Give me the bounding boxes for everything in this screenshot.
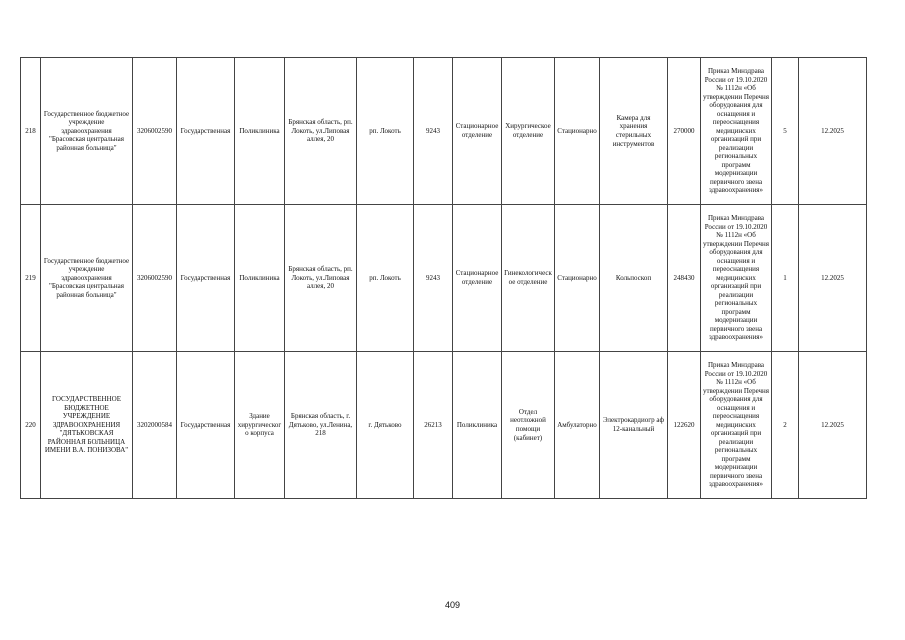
organization-name: Государственное бюджетное учреждение здравоохранения "Брасовская центральная районная больница" — [41, 58, 133, 205]
population: 9243 — [414, 205, 453, 352]
department-type: Поликлиника — [453, 352, 502, 499]
page-number: 409 — [444, 600, 461, 610]
inn-code: 3206002590 — [133, 58, 177, 205]
table-row — [21, 352, 867, 499]
care-form: Стационарно — [555, 205, 600, 352]
locality: рп. Локоть — [357, 205, 414, 352]
ownership-type: Государственная — [177, 352, 235, 499]
department-type: Стационарное отделение — [453, 205, 502, 352]
address: Брянская область, г. Дятьково, ул.Ленина, 218 — [285, 352, 357, 499]
quantity: 5 — [772, 58, 799, 205]
organization-name: Государственное бюджетное учреждение здравоохранения "Брасовская центральная районная больница" — [41, 205, 133, 352]
department-name: Гинекологическое отделение — [502, 205, 555, 352]
care-form: Амбулаторно — [555, 352, 600, 499]
population: 26213 — [414, 352, 453, 499]
department-name: Хирургическое отделение — [502, 58, 555, 205]
delivery-date: 12.2025 — [799, 58, 867, 205]
price: 270000 — [668, 58, 701, 205]
care-form: Стационарно — [555, 58, 600, 205]
quantity: 2 — [772, 352, 799, 499]
equipment-name: Камера для хранения стерильных инструментов — [600, 58, 668, 205]
legal-basis: Приказ Минздрава России от 19.10.2020 № 1112н «Об утверждении Перечня оборудования для оснащения и переоснащения медицинских организаций при реализации региональных программ модернизации первичного звена здравоохранения» — [701, 205, 772, 352]
row-number: 220 — [21, 352, 41, 499]
locality: г. Дятьково — [357, 352, 414, 499]
locality: рп. Локоть — [357, 58, 414, 205]
population: 9243 — [414, 58, 453, 205]
inn-code: 3206002590 — [133, 205, 177, 352]
row-number: 219 — [21, 205, 41, 352]
delivery-date: 12.2025 — [799, 205, 867, 352]
equipment-name: Электрокардиогр аф 12-канальный — [600, 352, 668, 499]
equipment-registry-table — [20, 57, 867, 499]
ownership-type: Государственная — [177, 205, 235, 352]
legal-basis: Приказ Минздрава России от 19.10.2020 № 1112н «Об утверждении Перечня оборудования для оснащения и переоснащения медицинских организаций при реализации региональных программ модернизации первичного звена здравоохранения» — [701, 352, 772, 499]
ownership-type: Государственная — [177, 58, 235, 205]
department-type: Стационарное отделение — [453, 58, 502, 205]
equipment-name: Кольпоскоп — [600, 205, 668, 352]
price: 122620 — [668, 352, 701, 499]
facility-type: Поликлиника — [235, 58, 285, 205]
legal-basis: Приказ Минздрава России от 19.10.2020 № 1112н «Об утверждении Перечня оборудования для оснащения и переоснащения медицинских организаций при реализации региональных программ модернизации первичного звена здравоохранения» — [701, 58, 772, 205]
address: Брянская область, рп. Локоть, ул.Липовая аллея, 20 — [285, 205, 357, 352]
facility-type: Здание хирургическог о корпуса — [235, 352, 285, 499]
organization-name: ГОСУДАРСТВЕННОЕ БЮДЖЕТНОЕ УЧРЕЖДЕНИЕ ЗДРАВООХРАНЕНИЯ "ДЯТЬКОВСКАЯ РАЙОННАЯ БОЛЬНИЦА ИМЕНИ В.А. ПОНИЗОВА" — [41, 352, 133, 499]
row-number: 218 — [21, 58, 41, 205]
facility-type: Поликлиника — [235, 205, 285, 352]
table-row — [21, 58, 867, 205]
address: Брянская область, рп. Локоть, ул.Липовая аллея, 20 — [285, 58, 357, 205]
department-name: Отдел неотложной помощи (кабинет) — [502, 352, 555, 499]
price: 248430 — [668, 205, 701, 352]
table-row — [21, 205, 867, 352]
inn-code: 3202000584 — [133, 352, 177, 499]
delivery-date: 12.2025 — [799, 352, 867, 499]
quantity: 1 — [772, 205, 799, 352]
